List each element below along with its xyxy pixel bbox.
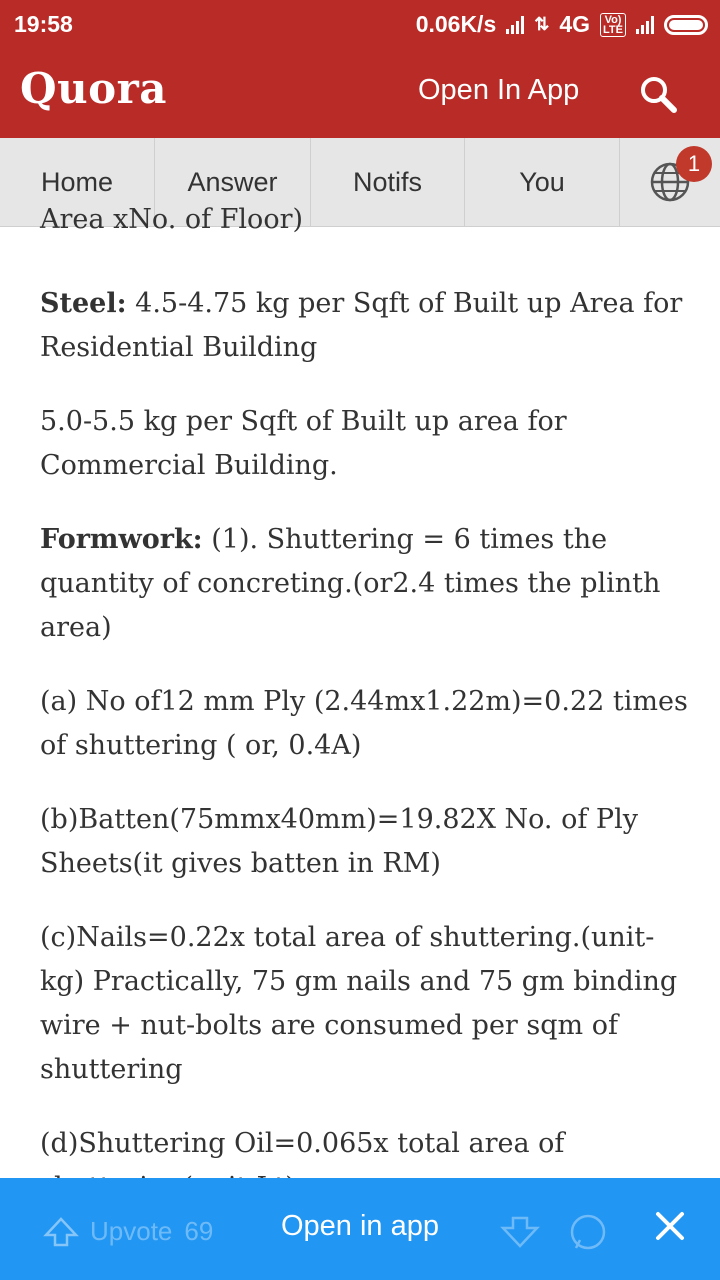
upvote-label: Upvote	[90, 1216, 173, 1246]
battery-icon	[664, 15, 708, 35]
close-icon[interactable]	[652, 1208, 688, 1244]
network-speed: 0.06K/s	[415, 11, 497, 37]
open-in-app-button[interactable]: Open in app	[280, 1210, 439, 1242]
signal-icon	[506, 16, 524, 34]
signal-icon-2	[636, 16, 654, 34]
status-time: 19:58	[14, 11, 73, 37]
tab-home[interactable]: Home	[0, 138, 155, 226]
formwork-text: (1). Shuttering = 6 times the quantity of concreting.(or2.4 times the plinth area)	[40, 524, 661, 643]
tab-notifs[interactable]: Notifs	[311, 138, 465, 226]
tab-answer[interactable]: Answer	[155, 138, 311, 226]
item-b-paragraph: (b)Batten(75mmx40mm)=19.82X No. of Ply Sheets(it gives batten in RM)	[40, 804, 638, 879]
status-indicators	[416, 11, 708, 38]
open-in-app-link[interactable]: Open In App	[418, 74, 580, 106]
commercial-paragraph: 5.0-5.5 kg per Sqft of Built up area for Commercial Building.	[40, 406, 567, 481]
answer-content	[40, 204, 690, 1178]
network-type: 4G	[559, 11, 591, 37]
tab-language[interactable]	[620, 138, 720, 226]
steel-label: Steel:	[40, 288, 127, 319]
item-a-paragraph: (a) No of12 mm Ply (2.44mx1.22m)=0.22 times of shuttering ( or, 0.4A)	[40, 686, 688, 761]
tab-you[interactable]: You	[465, 138, 620, 226]
cut-off-line: Area xNo. of Floor)	[40, 204, 304, 235]
volte-top: Vo)	[604, 13, 622, 26]
data-arrows-icon: ⇅	[534, 14, 550, 34]
item-c-paragraph: (c)Nails=0.22x total area of shuttering.(unit-kg) Practically, 75 gm nails and 75 gm binding wire + nut-bolts are consumed per sqm of shuttering	[40, 922, 678, 1085]
volte-icon	[600, 13, 626, 37]
upvote-count: 69	[184, 1216, 214, 1246]
volte-bottom: LTE	[603, 23, 623, 36]
formwork-label: Formwork:	[40, 524, 203, 555]
steel-paragraph	[40, 282, 690, 370]
formwork-paragraph	[40, 518, 690, 650]
status-bar	[0, 0, 720, 50]
notification-badge: 1	[676, 146, 712, 182]
app-header	[0, 50, 720, 138]
search-icon[interactable]	[636, 72, 682, 118]
quora-logo[interactable]: Quora	[20, 64, 167, 113]
open-in-app-banner[interactable]	[0, 1178, 720, 1280]
item-d-paragraph: (d)Shuttering Oil=0.065x total area of	[40, 1128, 565, 1159]
steel-text: 4.5-4.75 kg per Sqft of Built up Area for Residential Building	[40, 288, 683, 363]
